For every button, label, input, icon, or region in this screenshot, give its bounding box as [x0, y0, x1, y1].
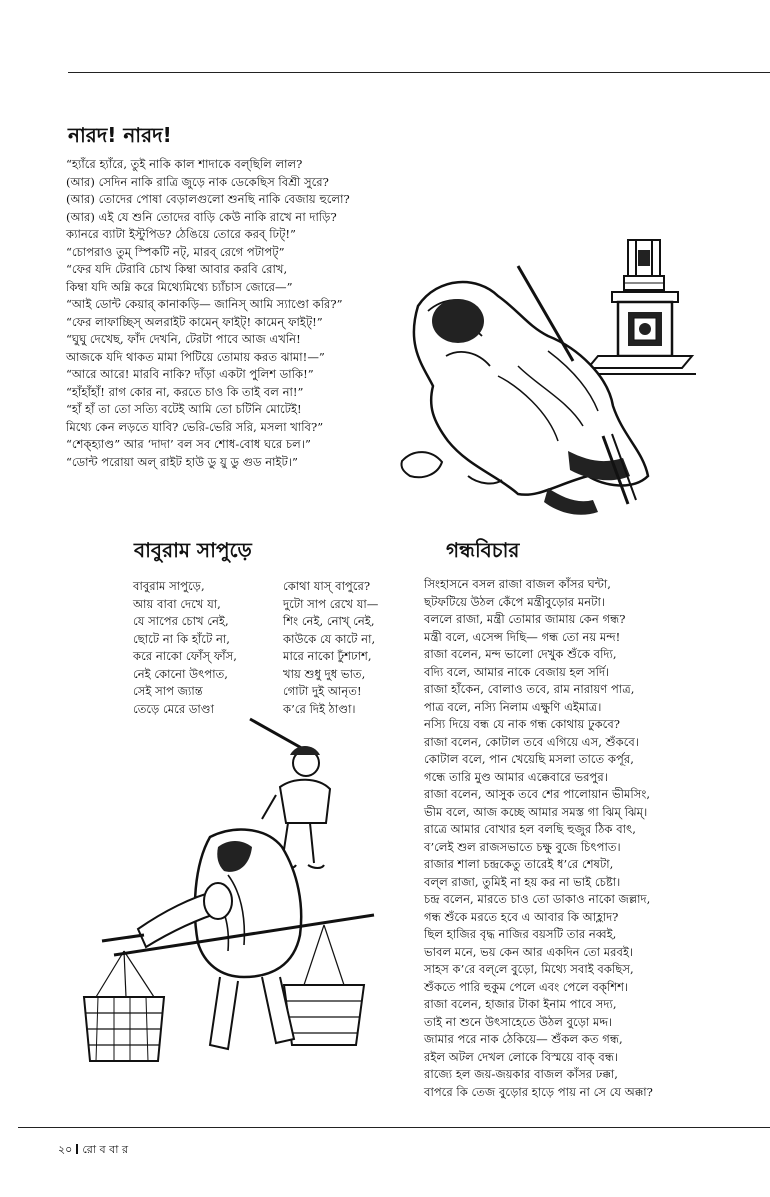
gandha-title: গন্ধবিচার	[446, 538, 520, 562]
poem-line: রাত্রে আমার বোখার হল বলছি হুজুর ঠিক বাৎ,	[424, 822, 636, 836]
poem-line: “হাঁহাঁহাঁ! রাগ কোর না, করতে চাও কি তাই বল না!”	[66, 384, 304, 399]
poem-line: গন্ধে তারি মুণ্ড আমার এক্কেবারে ভরপুর।	[424, 769, 608, 784]
poem-line: মারে নাকো ঢুঁশঢাশ,	[283, 649, 372, 663]
baburam-title: বাবুরাম সাপুড়ে	[134, 538, 252, 562]
poem-line: ছিল হাজির বৃদ্ধ নাজির বয়সটি তার নব্বই,	[424, 927, 617, 941]
poem-line: বাপরে কি তেজ বুড়োর হাড়ে পায় না সে যে অক্কা?	[424, 1084, 653, 1099]
poem-line: রাজা বলেন, মন্দ ভালো দেখুক শুঁকে বদ্যি,	[424, 647, 617, 661]
poem-line: খায় শুধু দুধ ভাত,	[283, 666, 366, 681]
poem-line: কাউকে যে কাটে না,	[283, 631, 376, 646]
gandha-poem	[424, 576, 653, 1101]
poem-line: জামার পরে নাক ঠেকিয়ে— শুঁকল কত গন্ধ,	[424, 1032, 623, 1046]
poem-line: (আর) তোদের পোষা বেড়ালগুলো শুনছি নাকি বেজায় হুলো?	[66, 192, 350, 206]
poem-line: “ফের যদি টেরাবি চোখ কিম্বা আবার করবি রোখ,	[66, 262, 288, 276]
fallen-man-illustration	[398, 236, 698, 521]
narad-title: নারদ! নারদ!	[68, 123, 172, 147]
baburam-column-1	[133, 578, 237, 718]
page-number: ২০	[58, 1143, 73, 1156]
poem-line: গোটা দুই আনৃত!	[283, 684, 362, 698]
baburam-column-2	[283, 578, 378, 718]
poem-line: “হাঁ হাঁ তা তো সত্যি বটেই আমি তো চটিনি মোটেই!	[66, 402, 302, 416]
poem-line: রইল অটল দেখল লোকে বিস্ময়ে বাক্‌ বন্ধ।	[424, 1049, 619, 1064]
poem-line: ক্যানরে ব্যাটা ইস্টুপিড? ঠেঙিয়ে তোরে করব্‌ ঢিট্‌!”	[66, 227, 296, 241]
poem-line: তাই না শুনে উৎসাহেতে উঠল বুড়ো মদ্দ।	[424, 1014, 613, 1029]
poem-line: কিম্বা যদি অম্নি করে মিথ্যেমিথ্যে চ্যাঁচাস জোরে—”	[66, 279, 293, 294]
poem-line: চন্দ্র বলেন, মারতে চাও তো ডাকাও নাকো জল্লাদ,	[424, 892, 651, 906]
poem-line: দুটো সাপ রেখে যা—	[283, 596, 379, 611]
bottom-rule	[18, 1127, 770, 1128]
poem-line: গন্ধ শুঁকে মরতে হবে এ আবার কি আহ্লাদ?	[424, 909, 619, 924]
poem-line: কোটাল বলে, পান খেয়েছি মসলা তাতে কর্পূর,	[424, 752, 634, 766]
top-rule	[68, 72, 770, 73]
poem-line: (আর) সেদিন নাকি রাত্রি জুড়ে নাক ডেকেছিস বিশ্রী সুরে?	[66, 174, 329, 189]
snake-charmer-illustration	[14, 715, 414, 1087]
narad-poem	[66, 156, 350, 471]
poem-line: ভাবল মনে, ভয় কেন আর একদিন তো মরবই।	[424, 944, 634, 959]
poem-line: “শেক্‌হ্যাণ্ড” আর ‘দাদা’ বল সব শোধ-বোধ ঘরে চল।”	[66, 437, 311, 451]
poem-line: আয় বাবা দেখে যা,	[133, 596, 221, 611]
poem-line: মন্ত্রী বলে, এসেন্স দিছি— গন্ধ তো নয় মন্দ!	[424, 629, 621, 644]
poem-line: সেই সাপ জ্যান্ত	[133, 684, 203, 698]
poem-line: বললে রাজা, মন্ত্রী তোমার জামায় কেন গন্ধ?	[424, 612, 626, 626]
poem-line: “ঘুঘু দেখেছ, ফাঁদ দেখনি, টেরটা পাবে আজ এখনি!	[66, 332, 301, 346]
poem-line: রাজা বলেন, কোটাল তবে এগিয়ে এস, শুঁকবে।	[424, 734, 639, 749]
poem-line: ভীম বলে, আজ কচ্ছে আমার সমস্ত গা ঝিম্‌ ঝিম্‌।	[424, 804, 648, 819]
poem-line: নেই কোনো উৎপাত,	[133, 666, 228, 681]
poem-line: নস্যি দিয়ে বন্ধ যে নাক গন্ধ কোথায় ঢুকবে?	[424, 717, 621, 731]
poem-line: সাহস ক’রে বল্‌লে বুড়ো, মিথ্যে সবাই বকছিস,	[424, 962, 634, 976]
poem-line: ব’লেই শুল রাজসভাতে চক্ষু বুজে চিৎপাত।	[424, 839, 621, 854]
poem-line: “আই ডোন্ট কেয়ার্‌ কানাকড়ি— জানিস্‌ আমি স্যাণ্ডো করি?”	[66, 297, 343, 311]
page-footer	[58, 1141, 128, 1160]
poem-line: শিং নেই, নোখ্‌ নেই,	[283, 614, 375, 628]
poem-line: “হ্যাঁরে হ্যাঁরে, তুই নাকি কাল শাদাকে বল্‌ছিলি লাল?	[66, 157, 303, 171]
poem-line: রাজা বলেন, হাজার টাকা ইনাম পাবে সদ্য,	[424, 997, 617, 1011]
poem-line: সিংহাসনে বসল রাজা বাজল কাঁসর ঘন্টা,	[424, 577, 611, 591]
poem-line: শুঁকতে পারি হুকুম পেলে এবং পেলে বক্‌শিশ।	[424, 979, 629, 994]
poem-line: বাবুরাম সাপুড়ে,	[133, 579, 205, 593]
magazine-name: রো ব বা র	[82, 1143, 128, 1156]
poem-line: করে নাকো ফোঁস্‌ ফাঁস,	[133, 649, 237, 663]
poem-line: রাজা বলেন, আসুক তবে শের পালোয়ান ভীমসিং,	[424, 787, 651, 801]
poem-line: “চোপরাও তুম্‌ স্পিকটি নট্‌, মারব্‌ রেগে পটাপট্‌”	[66, 244, 285, 259]
poem-line: বল্‌ল রাজা, তুমিই না হয় কর না ভাই চেষ্টা।	[424, 874, 621, 889]
poem-line: যে সাপের চোখ নেই,	[133, 614, 229, 628]
poem-line: “ফের লাফাচ্ছিস্‌ অলরাইট কামেন্‌ ফাইট্‌! কামেন্‌ ফাইট্‌!”	[66, 314, 323, 329]
poem-line: বদ্যি বলে, আমার নাকে বেজায় হল সর্দি।	[424, 664, 610, 679]
poem-line: (আর) এই যে শুনি তোদের বাড়ি কেউ নাকি রাখে না দাড়ি?	[66, 209, 337, 224]
poem-line: ক’রে দিই ঠাণ্ডা।	[283, 701, 356, 716]
poem-line: রাজার শালা চন্দ্রকেতু তারেই ধ’রে শেষটা,	[424, 857, 614, 871]
poem-line: তেড়ে মেরে ডাণ্ডা	[133, 701, 214, 716]
poem-line: রাজা হাঁকেন, বোলাও তবে, রাম নারায়ণ পাত্র,	[424, 682, 635, 696]
poem-line: কোথা যাস্‌ বাপুরে?	[283, 579, 371, 593]
poem-line: আজকে যদি থাকত মামা পিটিয়ে তোমায় করত ঝামা!—”	[66, 349, 325, 364]
poem-line: রাজ্যে হল জয়-জয়কার বাজল কাঁসর ঢক্কা,	[424, 1067, 618, 1081]
poem-line: “ডোন্ট পরোয়া অল্‌ রাইট হাউ ডু য়ু ডু গুড নাইট।”	[66, 454, 298, 469]
poem-line: ছোটে না কি হাঁটে না,	[133, 631, 230, 646]
poem-line: পাত্র বলে, নস্যি নিলাম এক্ষুণি এইমাত্র।	[424, 699, 602, 714]
footer-separator	[76, 1144, 78, 1154]
poem-line: মিথ্যে কেন লড়তে যাবি? ভেরি-ভেরি সরি, মসলা খাবি?”	[66, 419, 324, 434]
poem-line: ছটফটিয়ে উঠল কেঁপে মন্ত্রীবুড়োর মনটা।	[424, 594, 606, 609]
poem-line: “আরে আরে! মারবি নাকি? দাঁড়া একটা পুলিশ ডাকি!”	[66, 367, 314, 381]
